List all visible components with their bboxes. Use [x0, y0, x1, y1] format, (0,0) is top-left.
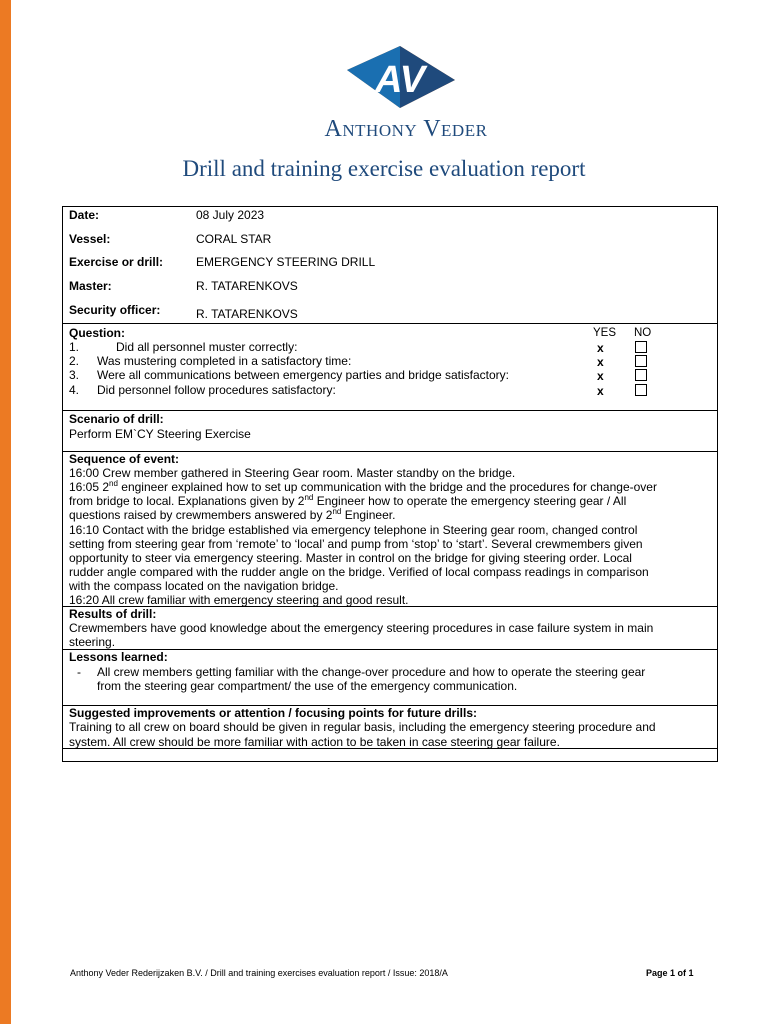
sequence-line: opportunity to steer via emergency steering. Master in control on the bridge for giving steering order. Local: [69, 551, 632, 565]
question-2-no-checkbox[interactable]: [635, 355, 647, 367]
question-3-text: Were all communications between emergency parties and bridge satisfactory:: [97, 368, 509, 382]
sequence-line: setting from steering gear from ‘remote’ to ‘local’ and pump from ‘stop’ to ‘start’. Several crewmembers given: [69, 537, 643, 551]
yes-column-label: YES: [593, 327, 617, 339]
sequence-line: with the compass located on the navigation bridge.: [69, 579, 339, 593]
results-line: Crewmembers have good knowledge about the emergency steering procedures in case failure system in main: [69, 621, 654, 635]
improvements-line: system. All crew should be more familiar with action to be taken in case steering gear failure.: [69, 735, 560, 749]
divider: [63, 606, 717, 607]
lessons-heading: Lessons learned:: [69, 650, 168, 664]
question-1-number: 1.: [69, 340, 80, 354]
company-name: Anthony Veder: [324, 116, 488, 142]
question-2-yes-mark: x: [597, 355, 604, 369]
page-title: Drill and training exercise evaluation report: [182, 156, 586, 181]
question-4-number: 4.: [69, 383, 80, 397]
question-3-number: 3.: [69, 368, 80, 382]
improvements-line: Training to all crew on board should be given in regular basis, including the emergency steering procedure and: [69, 720, 656, 734]
footer-page-number: Page 1 of 1: [646, 968, 694, 978]
sequence-heading: Sequence of event:: [69, 452, 180, 466]
divider: [63, 748, 717, 749]
sequence-line: rudder angle compared with the rudder angle on the bridge. Verified of local compass readings in comparison: [69, 565, 649, 579]
exercise-label: Exercise or drill:: [69, 255, 164, 269]
sequence-line: 16:10 Contact with the bridge established via emergency telephone in Steering gear room, changed control: [69, 523, 638, 537]
orange-side-bar: [0, 0, 11, 1024]
security-officer-label: Security officer:: [69, 303, 161, 317]
exercise-value: EMERGENCY STEERING DRILL: [196, 255, 376, 269]
sequence-line: 16:05 2nd engineer explained how to set up communication with the bridge and the procedures for change-over: [69, 479, 657, 494]
question-3-no-checkbox[interactable]: [635, 369, 647, 381]
question-heading: Question:: [69, 326, 125, 340]
master-label: Master:: [69, 279, 112, 293]
sequence-line: 16:00 Crew member gathered in Steering Gear room. Master standby on the bridge.: [69, 466, 516, 480]
results-heading: Results of drill:: [69, 607, 157, 621]
question-4-yes-mark: x: [597, 384, 604, 398]
footer-document-info: Anthony Veder Rederijzaken B.V. / Drill and training exercises evaluation report / Issue: 2018/A: [70, 968, 448, 978]
master-value: R. TATARENKOVS: [196, 279, 298, 293]
divider: [63, 323, 717, 324]
question-1-text: Did all personnel muster correctly:: [116, 340, 298, 354]
question-4-text: Did personnel follow procedures satisfactory:: [97, 383, 336, 397]
lessons-bullet: -: [77, 665, 81, 679]
question-1-no-checkbox[interactable]: [635, 341, 647, 353]
security-officer-value: R. TATARENKOVS: [196, 307, 298, 321]
date-label: Date:: [69, 208, 100, 222]
sequence-line: questions raised by crewmembers answered by 2nd Engineer.: [69, 507, 396, 522]
scenario-text: Perform EM`CY Steering Exercise: [69, 427, 251, 441]
vessel-label: Vessel:: [69, 232, 111, 246]
no-column-label: NO: [634, 327, 652, 339]
question-2-number: 2.: [69, 354, 80, 368]
sequence-line: 16:20 All crew familiar with emergency steering and good result.: [69, 593, 409, 607]
improvements-heading: Suggested improvements or attention / focusing points for future drills:: [69, 706, 478, 720]
lessons-line: All crew members getting familiar with the change-over procedure and how to operate the steering gear: [97, 665, 646, 679]
vessel-value: CORAL STAR: [196, 232, 272, 246]
results-line: steering.: [69, 635, 116, 649]
question-1-yes-mark: x: [597, 341, 604, 355]
date-value: 08 July 2023: [196, 208, 265, 222]
question-4-no-checkbox[interactable]: [635, 384, 647, 396]
question-2-text: Was mustering completed in a satisfactory time:: [97, 354, 352, 368]
evaluation-report-table: [62, 206, 718, 762]
sequence-line: from bridge to local. Explanations given by 2nd Engineer how to operate the emergency steering gear / All: [69, 493, 627, 508]
lessons-line: from the steering gear compartment/ the use of the emergency communication.: [97, 679, 518, 693]
svg-text:AV: AV: [375, 59, 425, 101]
divider: [63, 410, 717, 411]
question-3-yes-mark: x: [597, 369, 604, 383]
scenario-heading: Scenario of drill:: [69, 412, 164, 426]
